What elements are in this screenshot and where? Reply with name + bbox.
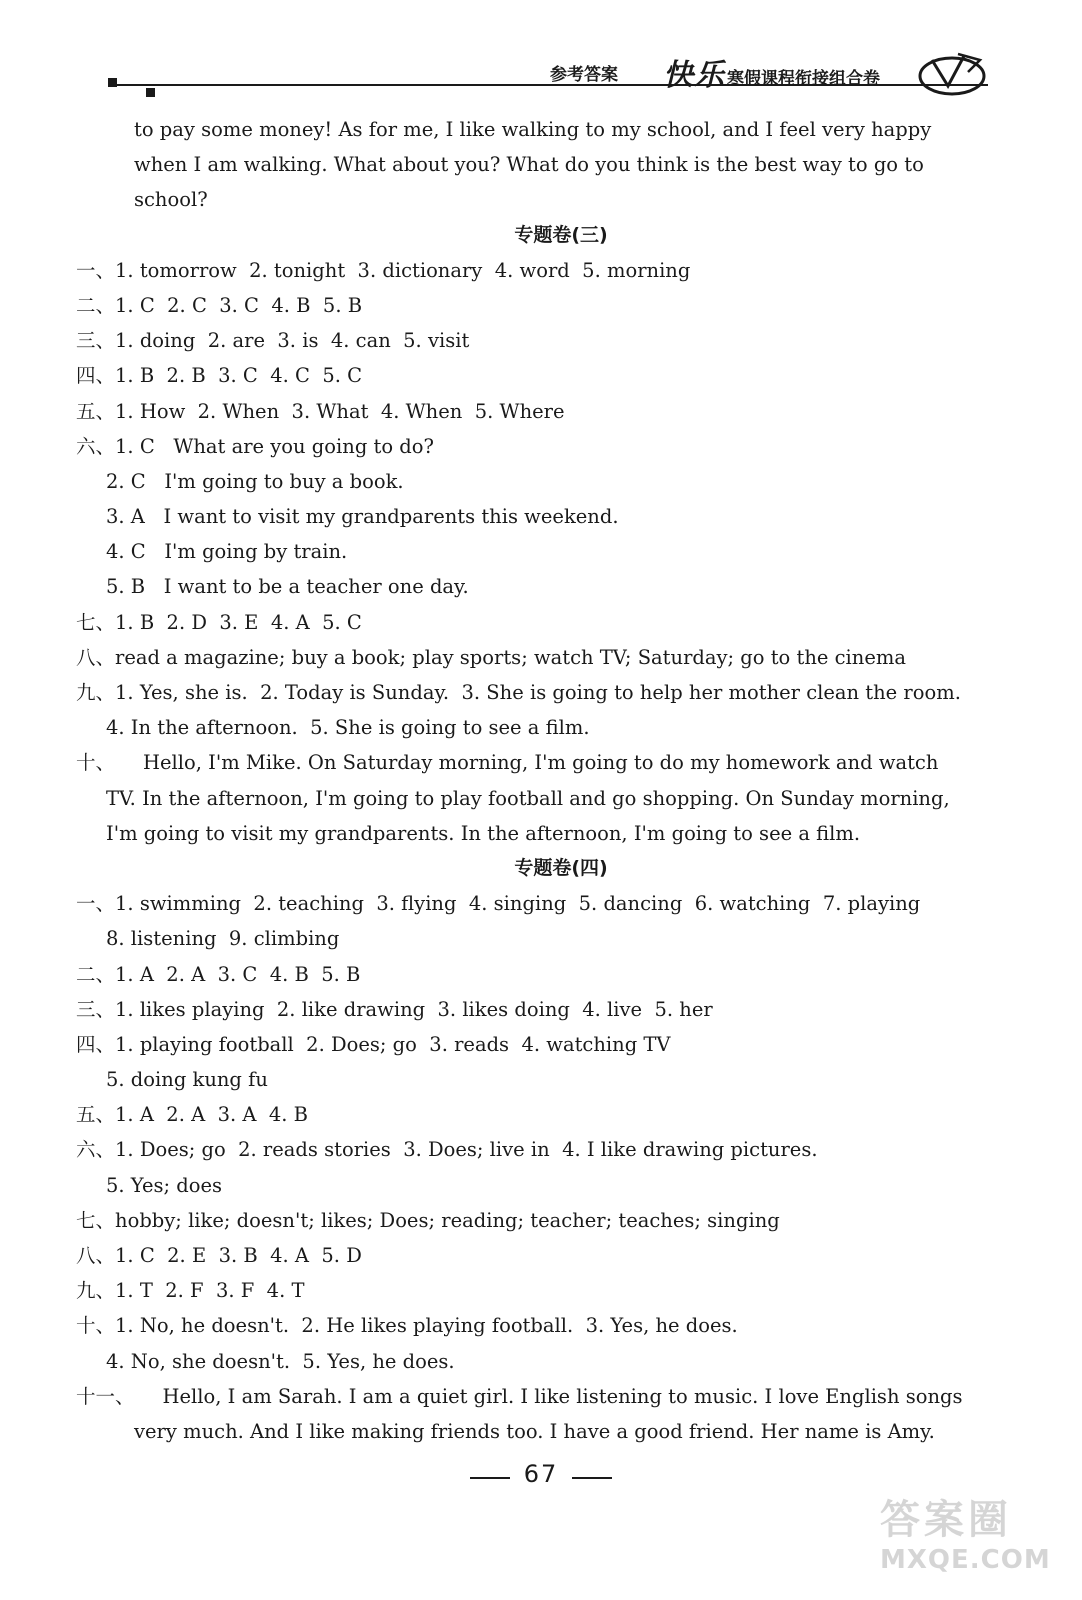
answer-row [0,781,1082,816]
answer-text: 1. Yes, she is. 2. Today is Sunday. 3. She is going to help her mother clean the room. [115,681,961,704]
answer-text: 5. Yes; does [106,1173,223,1197]
answer-text: 1. Does; go 2. reads stories 3. Does; live in 4. I like drawing pictures. [115,1138,818,1162]
answer-text: 5. doing kung fu [106,1068,268,1092]
question-number: 七、 [76,610,116,634]
page-footer [0,1460,1082,1488]
answer-row [0,1132,1082,1167]
answer-row [0,1027,1082,1062]
footer-dash-left [470,1477,510,1479]
header-square-marker [108,78,117,87]
question-number: 十、 [76,1314,116,1338]
question-number: 三、 [76,997,116,1021]
page-number: 67 [523,1460,559,1488]
question-number: 六、 [76,434,116,458]
answer-row [0,605,1082,640]
question-number: 二、 [76,293,116,317]
question-number: 五、 [76,1103,116,1127]
question-number: 九、 [76,681,116,704]
answer-text: 1. How 2. When 3. What 4. When 5. Where [115,399,565,423]
question-number: 二、 [76,962,116,986]
header-brand: 快乐 [663,58,725,93]
question-number: 八、 [76,645,116,669]
question-number: 九、 [76,1279,116,1303]
question-number: 四、 [76,1032,116,1056]
answer-text: 4. No, she doesn't. 5. Yes, he does. [106,1349,455,1373]
answer-row [0,499,1082,534]
answer-text: 1. playing football 2. Does; go 3. reads 4. watching TV [115,1032,671,1056]
answer-text: TV. In the afternoon, I'm going to play football and go shopping. On Sunday morning, [106,786,950,810]
question-number: 四、 [76,364,116,388]
answer-text: 1. doing 2. are 3. is 4. can 5. visit [115,329,470,353]
answer-row [0,1203,1082,1238]
answer-row [0,1414,1082,1449]
answer-row [0,358,1082,393]
answer-text: 2. C I'm going to buy a book. [106,469,404,493]
answer-text: 8. listening 9. climbing [106,927,340,951]
answer-row [0,886,1082,921]
answer-row [0,745,1082,780]
answer-text: 1. No, he doesn't. 2. He likes playing football. 3. Yes, he does. [115,1314,738,1338]
header-book-title: 寒假课程衔接组合卷 [727,69,880,89]
answer-row [0,921,1082,956]
answer-row [0,464,1082,499]
answer-text: 1. A 2. A 3. C 4. B 5. B [115,962,361,986]
answer-text: 4. C I'm going by train. [106,540,348,564]
answer-text: 1. B 2. B 3. C 4. C 5. C [115,364,363,388]
answer-row [0,429,1082,464]
answer-text: 1. B 2. D 3. E 4. A 5. C [115,610,362,634]
answer-row [0,992,1082,1027]
answer-row [0,957,1082,992]
watermark [880,1488,1070,1596]
answer-text: 4. In the afternoon. 5. She is going to see a film. [106,716,590,740]
answer-row [0,640,1082,675]
answer-text: 5. B I want to be a teacher one day. [106,575,469,599]
answer-content [0,112,1082,1449]
answer-text: 3. A I want to visit my grandparents this weekend. [106,505,619,529]
question-number: 十、 [76,751,116,775]
answer-row [0,288,1082,323]
answer-text: 1. C What are you going to do? [115,434,434,458]
answer-row [0,569,1082,604]
answer-row [0,394,1082,429]
watermark-top: 答案圈 [880,1497,1012,1543]
answer-text: Hello, I'm Mike. On Saturday morning, I'm going to do my homework and watch [143,751,939,775]
intro-line: to pay some money! As for me, I like walking to my school, and I feel very happy [134,118,932,141]
answer-row [0,1273,1082,1308]
book-logo-icon [918,46,990,98]
answer-text: hobby; like; doesn't; likes; Does; reading; teacher; teaches; singing [115,1208,780,1232]
answer-text: Hello, I am Sarah. I am a quiet girl. I like listening to music. I love English songs [162,1384,963,1408]
answer-row [0,816,1082,851]
answer-text: 1. C 2. C 3. C 4. B 5. B [115,293,363,317]
section-title: 专题卷(四) [514,856,608,879]
answer-row [0,253,1082,288]
answer-text: read a magazine; buy a book; play sports; watch TV; Saturday; go to the cinema [115,645,906,669]
answer-row [0,534,1082,569]
question-number: 一、 [76,258,116,282]
question-number: 七、 [76,1208,116,1232]
question-number: 三、 [76,329,116,353]
answer-text: 1. T 2. F 3. F 4. T [115,1279,305,1303]
answer-text: I'm going to visit my grandparents. In the afternoon, I'm going to see a film. [106,821,861,845]
question-number: 八、 [76,1244,116,1267]
footer-dash-right [572,1477,612,1479]
answer-text: 1. tomorrow 2. tonight 3. dictionary 4. word 5. morning [115,258,691,282]
answer-text: 1. likes playing 2. like drawing 3. likes doing 4. live 5. her [115,997,713,1021]
answer-row [0,1062,1082,1097]
answer-row [0,1379,1082,1414]
answer-row [0,710,1082,745]
answer-text: very much. And I like making friends too. I have a good friend. Her name is Amy. [134,1419,935,1443]
question-number: 五、 [76,399,116,423]
answer-row [0,1097,1082,1132]
intro-line: when I am walking. What about you? What do you think is the best way to go to [134,153,924,177]
question-number: 一、 [76,892,116,916]
section-title: 专题卷(三) [514,223,608,246]
answer-row [0,1344,1082,1379]
answer-text: 1. A 2. A 3. A 4. B [115,1103,308,1127]
answer-row [0,675,1082,710]
answer-row [0,323,1082,358]
watermark-bottom: MXQE.COM [880,1545,1051,1575]
question-number: 十一、 [76,1384,135,1408]
header-section-label: 参考答案 [550,65,618,85]
intro-line: school? [134,188,208,212]
answer-row [0,1308,1082,1343]
page-header [0,0,1082,110]
header-square-marker [146,88,155,97]
answer-row [0,1238,1082,1273]
answer-text: 1. C 2. E 3. B 4. A 5. D [115,1244,362,1267]
answer-text: 1. swimming 2. teaching 3. flying 4. singing 5. dancing 6. watching 7. playing [115,892,921,916]
question-number: 六、 [76,1138,116,1162]
answer-row [0,1168,1082,1203]
